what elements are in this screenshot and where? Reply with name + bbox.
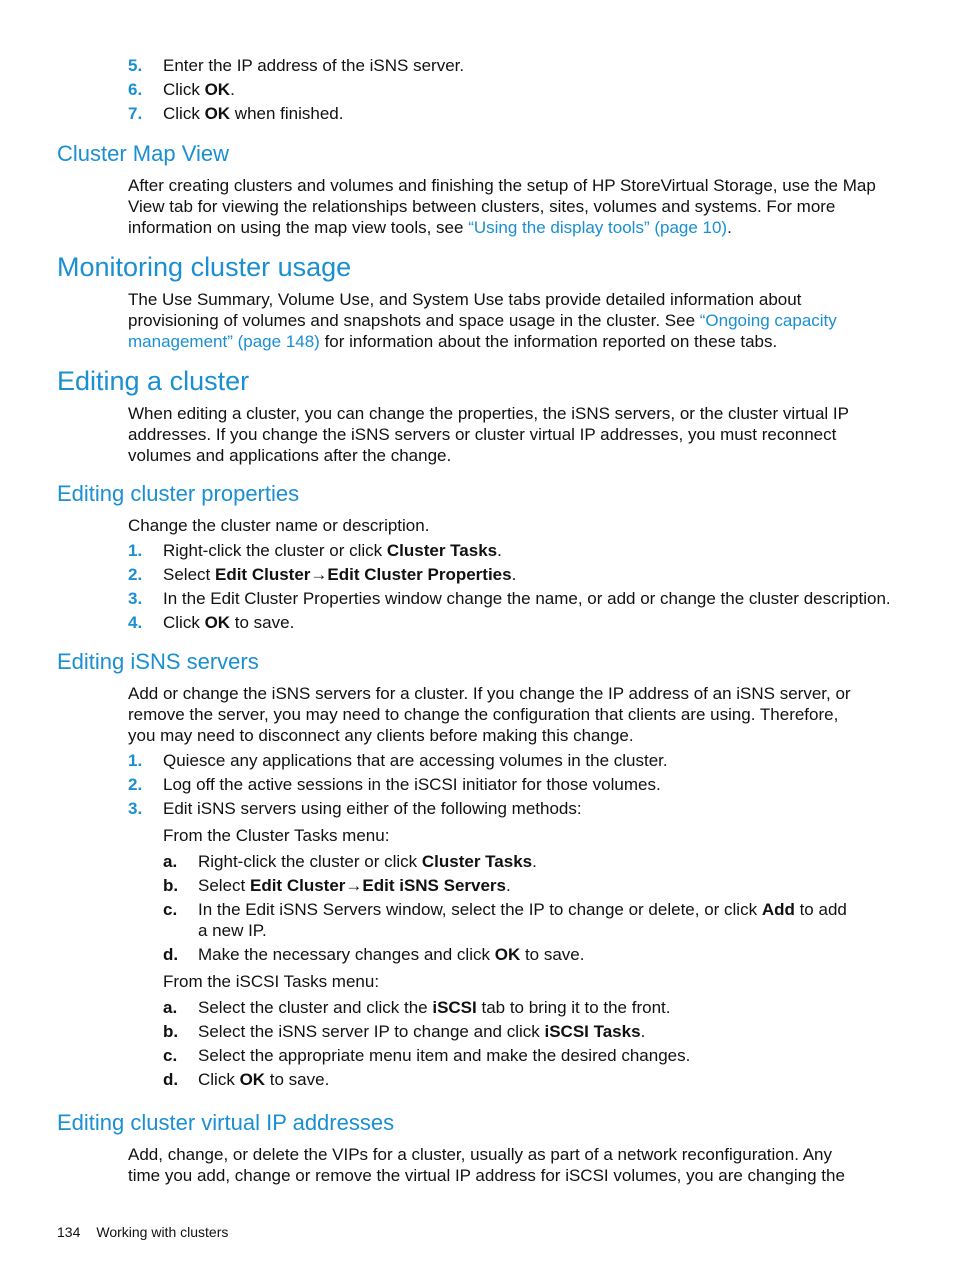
method-label: From the iSCSI Tasks menu: <box>163 972 380 991</box>
section-heading: Cluster Map View <box>57 141 229 166</box>
page-footer <box>57 1222 228 1242</box>
paragraph: Add, change, or delete the VIPs for a cluster, usually as part of a network reconfiguration. Any time you add, change or remove the virtual IP address for iSCSI volumes, you are changing the <box>128 1145 845 1185</box>
paragraph: When editing a cluster, you can change the properties, the iSNS servers, or the cluster virtual IP addresses. If you change the iSNS servers or cluster virtual IP addresses, you must reconnect volumes and applications after the change. <box>128 404 849 465</box>
paragraph: The Use Summary, Volume Use, and System Use tabs provide detailed information about provisioning of volumes and snapshots and space usage in the cluster. See “Ongoing capacity management” (page 148) for information about the information reported on these tabs. <box>128 290 837 351</box>
section-heading: Editing iSNS servers <box>57 649 259 674</box>
paragraph: Add or change the iSNS servers for a cluster. If you change the IP address of an iSNS server, or remove the server, you may need to change the configuration that clients are using. Therefore, you may need to disconnect any clients before making this change. <box>128 684 851 745</box>
section-heading: Editing cluster properties <box>57 481 300 506</box>
chapter-heading: Monitoring cluster usage <box>57 252 352 282</box>
method-label: From the Cluster Tasks menu: <box>163 826 390 845</box>
section-heading: Editing cluster virtual IP addresses <box>57 1110 395 1135</box>
footer-section-title: Working with clusters <box>96 1224 229 1240</box>
paragraph: Change the cluster name or description. <box>128 516 430 535</box>
cross-reference-link[interactable]: “Ongoing capacity <box>699 311 837 330</box>
page-number: 134 <box>57 1224 81 1240</box>
chapter-heading: Editing a cluster <box>57 366 250 396</box>
cross-reference-link[interactable]: management” (page 148) <box>128 332 320 351</box>
manual-page: 5. Enter the IP address of the iSNS server. 6. Click OK. 7. Click OK when finished. Cluster Map View After creating clusters and volumes and finishing the setup of HP StoreVirtual Storage, use the Map View tab for viewing the relationships between clusters, sites, volumes and systems. For more information on using the map view tools, see “Using the display tools” (page 10). Monitoring cluster usage The Use Summary, Volume Use, and System Use tabs provide detailed information about provisioning of volumes and snapshots and space usage in the cluster. See “Ongoing capacity management” (page 148) for information about the information reported on these tabs. Editing a cluster When editing a cluster, you can change the properties, the iSNS servers, or the cluster virtual IP addresses. If you change the iSNS servers or cluster virtual IP addresses, you must reconnect volumes and applications after the change. Editing cluster properties Change the cluster name or description. 1. Right-click the cluster or click Cluster Tasks. 2. Select Edit Cluster→Edit Cluster Properties. 3. In the Edit Cluster Properties window change the name, or add or change the cluster description. 4. Click OK to save. Editing iSNS servers Add or change the iSNS servers for a cluster. If you change the IP address of an iSNS server, or remove the server, you may need to change the configuration that clients are using. Therefore, you may need to disconnect any clients before making this change. 1. Quiesce any applications that are accessing volumes in the cluster. 2. Log off the active sessions in the iSCSI initiator for those volumes. 3. Edit iSNS servers using either of the following methods: From the Cluster Tasks menu: a. Right-click the cluster or click Cluster Tasks. b. Select Edit Cluster→Edit iSNS Servers. c. In the Edit iSNS Servers window, select the IP to change or delete, or click Add to add a new IP. d. Make the necessary changes and click OK to save. From the iSCSI Tasks menu: a. Select the cluster and click the iSCSI tab to bring it to the front. b. Select the iSNS server IP to change and click iSCSI Tasks. c. Select the appropriate menu item and make the desired changes. d. Click OK to save. Editing cluster virtual IP addresses Add, change, or delete the VIPs for a cluster, usually as part of a network reconfiguration. Any time you add, change or remove the virtual IP address for iSCSI volumes, you are changing the 134 Working with clusters <box>57 56 891 1240</box>
cross-reference-link[interactable]: “Using the display tools” (page 10) <box>468 218 728 237</box>
paragraph: After creating clusters and volumes and finishing the setup of HP StoreVirtual Storage, use the Map View tab for viewing the relationships between clusters, sites, volumes and systems. For more information on using the map view tools, see “Using the display tools” (page 10). <box>128 176 876 237</box>
